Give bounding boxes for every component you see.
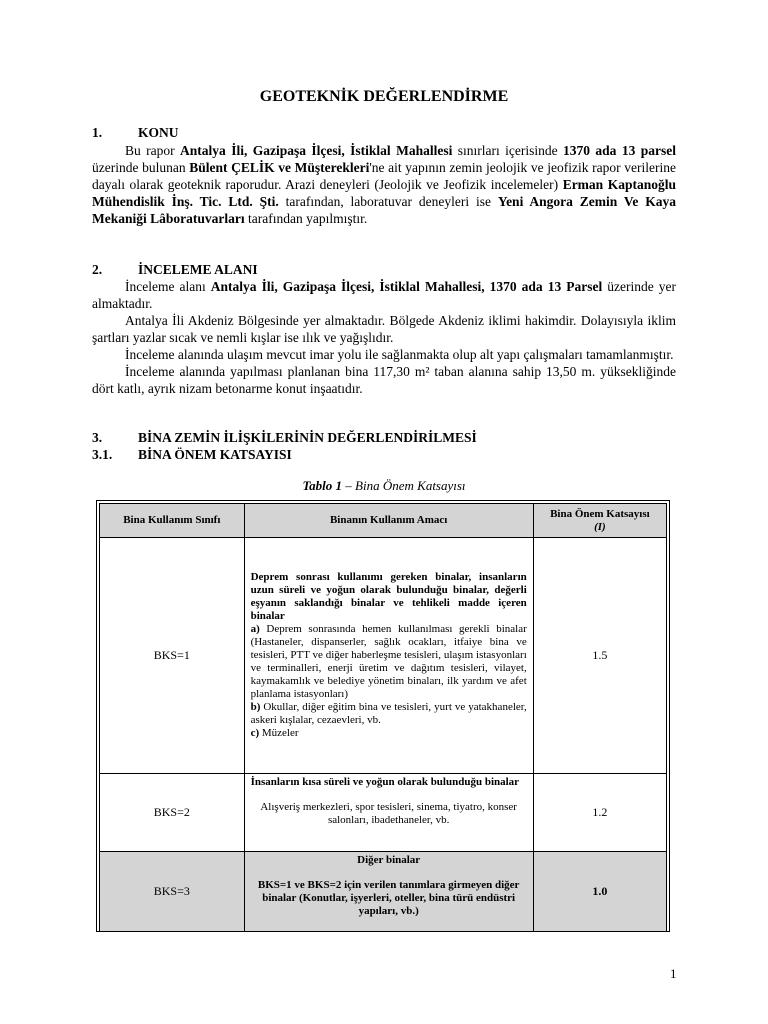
section-2-paragraph-4: İnceleme alanında yapılması planlanan bina 117,30 m² taban alanına sahip 13,50 m. yüksekliğinde dört katlı, ayrık nizam betonarme konut inşaatıdır. [92, 364, 676, 396]
section-2-paragraph-3: İnceleme alanında ulaşım mevcut imar yolu ile sağlanmakta olup alt yapı çalışmaları tamamlanmıştır. [125, 347, 674, 362]
table-caption-text: – Bina Önem Katsayısı [342, 478, 466, 493]
purpose-bold-intro: İnsanların kısa süreli ve yoğun olarak bulunduğu binalar [250, 776, 520, 788]
table-row [100, 538, 667, 774]
section-2-text-segment: İnceleme alanı [125, 279, 211, 294]
importance-factor-cell: 1.0 [533, 852, 666, 932]
table-row [100, 774, 667, 852]
document-title: GEOTEKNİK DEĞERLENDİRME [259, 88, 509, 105]
section-1-paragraph [92, 142, 676, 227]
section-1-text-segment: üzerinde bulunan [92, 160, 190, 175]
item-c-text: Müzeler [259, 727, 299, 739]
purpose-detail: BKS=1 ve BKS=2 için verilen tanımlara girmeyen diğer binalar (Konutlar, işyerleri, oteller, bina türü endüstri yapıları, vb.) [257, 879, 520, 917]
item-b-label: b) [250, 701, 261, 713]
building-class-cell: BKS=1 [100, 538, 245, 774]
section-1-text-segment: 'ne ait yapının zemin jeolojik ve jeofizik rapor verilerine dayalı olarak geoteknik raporudur. Arazi deneyleri (Jeolojik ve Jeofizik incelemeler) [92, 160, 676, 192]
header-importance-factor-symbol: (I) [594, 520, 606, 533]
section-2-body [92, 278, 676, 397]
header-importance-factor-label: Bina Önem Katsayısı [550, 507, 650, 520]
section-2-text-segment: üzerinde yer almaktadır. [92, 279, 677, 311]
importance-factor-cell: 1.5 [533, 538, 666, 774]
section-1-text-segment: Yeni Angora Zemin Ve Kaya Mekaniği Lâboratuvarları [92, 194, 676, 226]
section-1-text-segment: tarafından, laboratuvar deneyleri ise [278, 194, 498, 209]
section-3-heading [92, 430, 477, 446]
section-2-heading [92, 262, 258, 278]
section-number: 3. [92, 430, 103, 445]
header-importance-factor [533, 504, 666, 538]
item-a-label: a) [250, 623, 260, 635]
building-class-cell: BKS=2 [100, 774, 245, 852]
section-number: 3.1. [92, 447, 113, 462]
section-number: 2. [92, 262, 103, 277]
section-1-text-segment: sınırları içerisinde [452, 143, 564, 158]
building-purpose-cell [244, 852, 533, 932]
header-building-purpose: Binanın Kullanım Amacı [244, 504, 533, 538]
table-header-row [100, 504, 667, 538]
section-title: BİNA ÖNEM KATSAYISI [138, 447, 292, 462]
purpose-bold-intro: Diğer binalar [357, 854, 421, 866]
section-1-text-segment: Antalya İli, Gazipaşa İlçesi, İstiklal Mahallesi [180, 143, 453, 158]
section-3-1-heading [92, 447, 292, 463]
section-2-paragraph-1 [92, 278, 676, 312]
section-1-text-segment: 1370 ada 13 parsel [563, 143, 676, 158]
section-1-text-segment: Bülent ÇELİK ve Müşterekleri [189, 160, 370, 175]
section-1-text-segment: Erman Kaptanoğlu Mühendislik İnş. Tic. Ltd. Şti. [92, 177, 676, 209]
table-caption [0, 478, 768, 494]
table-caption-label: Tablo 1 [302, 478, 343, 493]
section-title: BİNA ZEMİN İLİŞKİLERİNİN DEĞERLENDİRİLMESİ [138, 430, 477, 445]
building-purpose-cell [244, 538, 533, 774]
page-number: 1 [670, 966, 677, 981]
section-1-heading [92, 125, 179, 141]
importance-factor-table [96, 500, 670, 932]
section-1-text-segment: tarafından yapılmıştır. [244, 211, 368, 226]
section-number: 1. [92, 125, 103, 140]
item-b-text: Okullar, diğer eğitim bina ve tesisleri, yurt ve yatakhaneler, askeri kışlalar, cezaevleri, vb. [250, 701, 527, 726]
header-building-class: Bina Kullanım Sınıfı [100, 504, 245, 538]
importance-factor-cell: 1.2 [533, 774, 666, 852]
section-2-paragraph-2: Antalya İli Akdeniz Bölgesinde yer almaktadır. Bölgede Akdeniz iklimi hakimdir. Dolayısıyla iklim şartları yazlar sıcak ve nemli kışlar ise ılık ve yağışlıdır. [92, 313, 676, 345]
building-class-cell: BKS=3 [100, 852, 245, 932]
purpose-bold-intro: Deprem sonrası kullanımı gereken binalar, insanların uzun süreli ve yoğun olarak bulunduğu binalar, değerli eşyanın saklandığı binalar ve tehlikeli madde içeren binalar [250, 571, 527, 622]
building-purpose-cell [244, 774, 533, 852]
item-c-label: c) [250, 727, 260, 739]
section-1-text-segment: Bu rapor [125, 143, 181, 158]
table-row [100, 852, 667, 932]
section-1-body [92, 142, 676, 227]
section-title: KONU [138, 125, 179, 140]
purpose-detail: Alışveriş merkezleri, spor tesisleri, sinema, tiyatro, konser salonları, ibadethaneler, vb. [260, 801, 517, 826]
item-a-text: Deprem sonrasında hemen kullanılması gerekli binalar (Hastaneler, dispanserler, sağlık ocakları, itfaiye bina ve tesisleri, PTT ve diğer haberleşme tesisleri, ulaşım istasyonları ve terminalleri, enerji üretim ve dağıtım tesisleri, vilayet, kaymakamlık ve belediye yönetim binaları, ilk yardım ve afet planlama istasyonları) [250, 623, 527, 700]
section-title: İNCELEME ALANI [138, 262, 258, 277]
section-2-text-segment: Antalya İli, Gazipaşa İlçesi, İstiklal Mahallesi, 1370 ada 13 Parsel [210, 279, 603, 294]
